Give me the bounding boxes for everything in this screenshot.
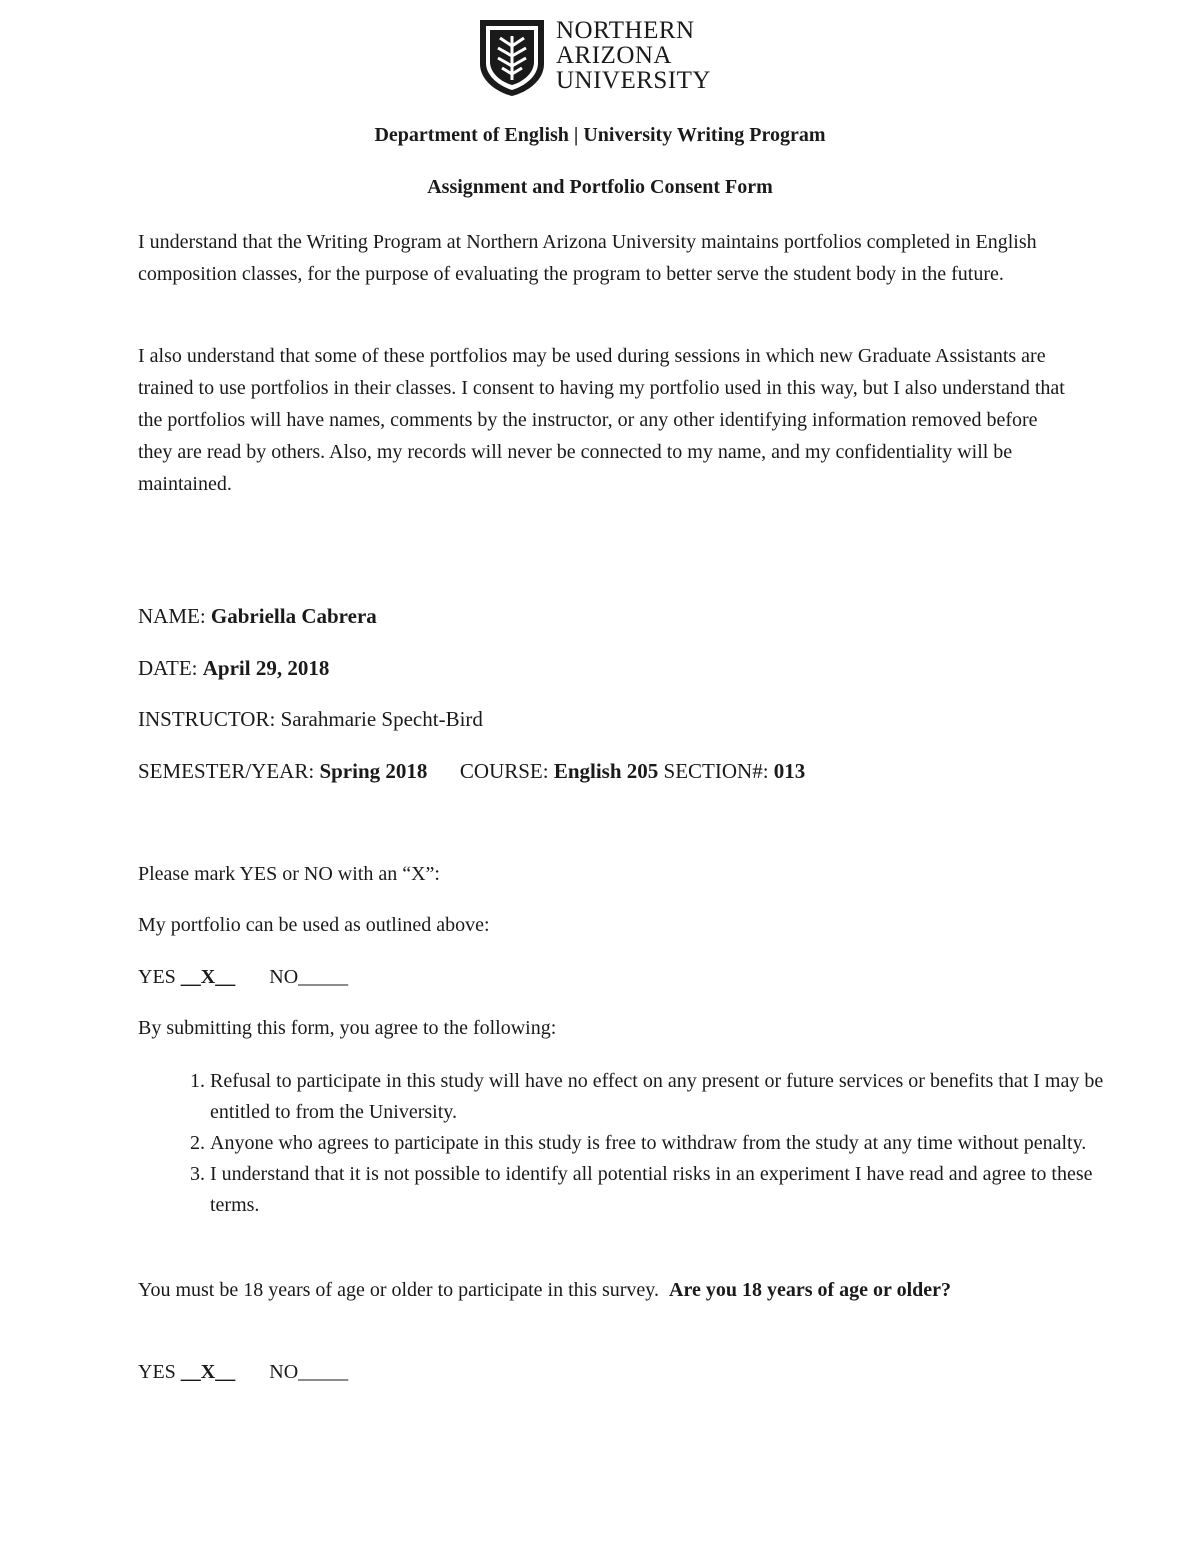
section-label: SECTION#:	[663, 759, 769, 783]
logo-line-3: UNIVERSITY	[556, 67, 711, 94]
consent-paragraph: I also understand that some of these portfolios may be used during sessions in which new Graduate Assistants are trained to use portfolios in their classes. I consent to having my portfolio used in this way, but I also understand that the portfolios will have names, comments by the instructor, or any other identifying information removed before they are read by others. Also, my records will never be connected to my name, and my confidentiality will be maintained.	[138, 345, 1065, 495]
age-question: Are you 18 years of age or older?	[669, 1279, 951, 1301]
instructor-value: Sarahmarie Specht-Bird	[280, 707, 483, 731]
instructor-label: INSTRUCTOR:	[138, 707, 276, 731]
intro-paragraph: I understand that the Writing Program at Northern Arizona University maintains portfolios completed in English composition classes, for the purpose of evaluating the program to better serve the student body in the future.	[138, 231, 1037, 285]
logo-line-2: ARIZONA	[556, 42, 672, 69]
no-label: NO	[269, 966, 299, 988]
name-value: Gabriella Cabrera	[210, 604, 377, 628]
list-item: 3. I understand that it is not possible to identify all potential risks in an experiment I have read and agree to these terms.	[210, 1159, 1140, 1221]
date-field	[138, 654, 329, 682]
university-logo	[476, 16, 736, 102]
no-label: NO	[269, 1361, 299, 1383]
semester-value: Spring 2018	[319, 759, 428, 783]
semester-course-field	[138, 757, 805, 785]
yes-mark: __X__	[180, 966, 236, 988]
name-label: NAME:	[138, 604, 206, 628]
no-mark: _____	[298, 966, 349, 988]
age-yes-no	[138, 1358, 348, 1386]
instructor-field	[138, 705, 483, 733]
agree-intro: By submitting this form, you agree to the following:	[138, 1017, 557, 1039]
yes-mark: __X__	[180, 1361, 236, 1383]
shield-emblem-icon	[476, 16, 548, 98]
course-label: COURSE:	[459, 759, 549, 783]
name-field	[138, 602, 377, 630]
list-item: 1. Refusal to participate in this study will have no effect on any present or future services or benefits that I may be entitled to from the University.	[210, 1066, 1140, 1128]
logo-line-1: NORTHERN	[556, 17, 695, 44]
yes-label: YES	[138, 1361, 176, 1383]
portfolio-question: My portfolio can be used as outlined above:	[138, 914, 490, 936]
semester-label: SEMESTER/YEAR:	[138, 759, 315, 783]
date-value: April 29, 2018	[202, 656, 330, 680]
terms-list	[138, 1066, 1140, 1221]
yes-label: YES	[138, 966, 176, 988]
portfolio-yes-no	[138, 963, 348, 991]
date-label: DATE:	[138, 656, 198, 680]
age-statement-paragraph	[138, 1274, 1068, 1306]
age-statement: You must be 18 years of age or older to participate in this survey.	[138, 1279, 660, 1301]
mark-instruction: Please mark YES or NO with an “X”:	[138, 863, 440, 885]
course-value: English 205	[553, 759, 659, 783]
form-title: Assignment and Portfolio Consent Form	[427, 176, 773, 198]
department-heading: Department of English | University Writing Program	[374, 124, 826, 146]
section-value: 013	[773, 759, 806, 783]
list-item: 2. Anyone who agrees to participate in this study is free to withdraw from the study at any time without penalty.	[210, 1128, 1140, 1159]
no-mark: _____	[298, 1361, 349, 1383]
university-wordmark	[556, 18, 711, 93]
